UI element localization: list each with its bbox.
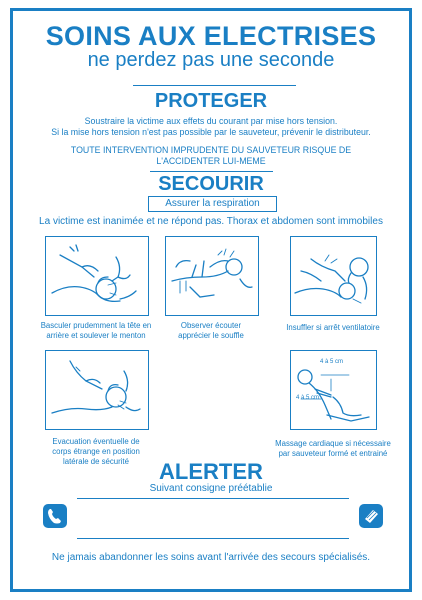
measure-label-2: 4 à 5 cm: [296, 395, 320, 401]
write-line: [77, 538, 349, 539]
proteger-line2: Si la mise hors tension n'est pas possible par le sauveteur, prévenir le distributeur.: [51, 127, 371, 137]
recovery-position-illustration: [45, 350, 149, 430]
step4-caption-line1: Evacuation éventuelle de: [52, 437, 140, 446]
step5-caption-line1: Massage cardiaque si nécessaire: [275, 439, 391, 448]
footer-message: Ne jamais abandonner les soins avant l'arrivée des secours spécialisés.: [51, 552, 371, 563]
rescue-breath-illustration: [290, 236, 377, 316]
step2-caption-line2: apprécier le souffle: [178, 331, 244, 340]
step3-caption-line1: Insuffler si arrêt ventilatoire: [286, 323, 380, 332]
step4-caption-line3: latérale de sécurité: [63, 457, 129, 466]
proteger-line1: Soustraire la victime aux effets du courant par mise hors tension.: [84, 116, 338, 126]
head-tilt-illustration: [45, 236, 149, 316]
step5-caption-line2: par sauveteur formé et entrainé: [278, 449, 388, 458]
rescue-breath-icon: [291, 237, 376, 315]
secourir-intro: La victime est inanimée et ne répond pas. Thorax et abdomen sont immobiles: [39, 216, 383, 227]
proteger-warning-line1: TOUTE INTERVENTION IMPRUDENTE DU SAUVETEUR RISQUE DE: [70, 145, 352, 155]
check-breathing-illustration: [165, 236, 259, 316]
page-title: SOINS AUX ELECTRISES: [45, 21, 377, 51]
recovery-position-icon: [46, 351, 148, 429]
step4-caption-line2: corps étrange en position: [52, 447, 140, 456]
step2-caption-line1: Observer écouter: [180, 321, 242, 330]
check-breathing-icon: [166, 237, 258, 315]
write-line: [77, 498, 349, 499]
alerter-subtitle: Suivant consigne préétablie: [149, 483, 273, 494]
step1-caption-line1: Basculer prudemment la tête en: [40, 321, 152, 330]
measure-label-1: 4 à 5 cm: [320, 359, 344, 365]
page-subtitle: ne perdez pas une seconde: [87, 49, 335, 71]
proteger-warning-line2: L'ACCIDENTER LUI-MEME: [156, 156, 266, 166]
assurer-respiration-box: Assurer la respiration: [148, 196, 277, 212]
head-tilt-chin-lift-icon: [46, 237, 148, 315]
telephone-icon: [42, 503, 68, 529]
divider: [133, 85, 296, 86]
divider: [150, 171, 273, 172]
alerter-heading: ALERTER: [159, 459, 263, 484]
step1-caption-line2: arrière et soulever le menton: [46, 331, 146, 340]
notepad-icon: [358, 503, 384, 529]
proteger-heading: PROTEGER: [154, 90, 268, 112]
secourir-heading: SECOURIR: [158, 173, 264, 195]
